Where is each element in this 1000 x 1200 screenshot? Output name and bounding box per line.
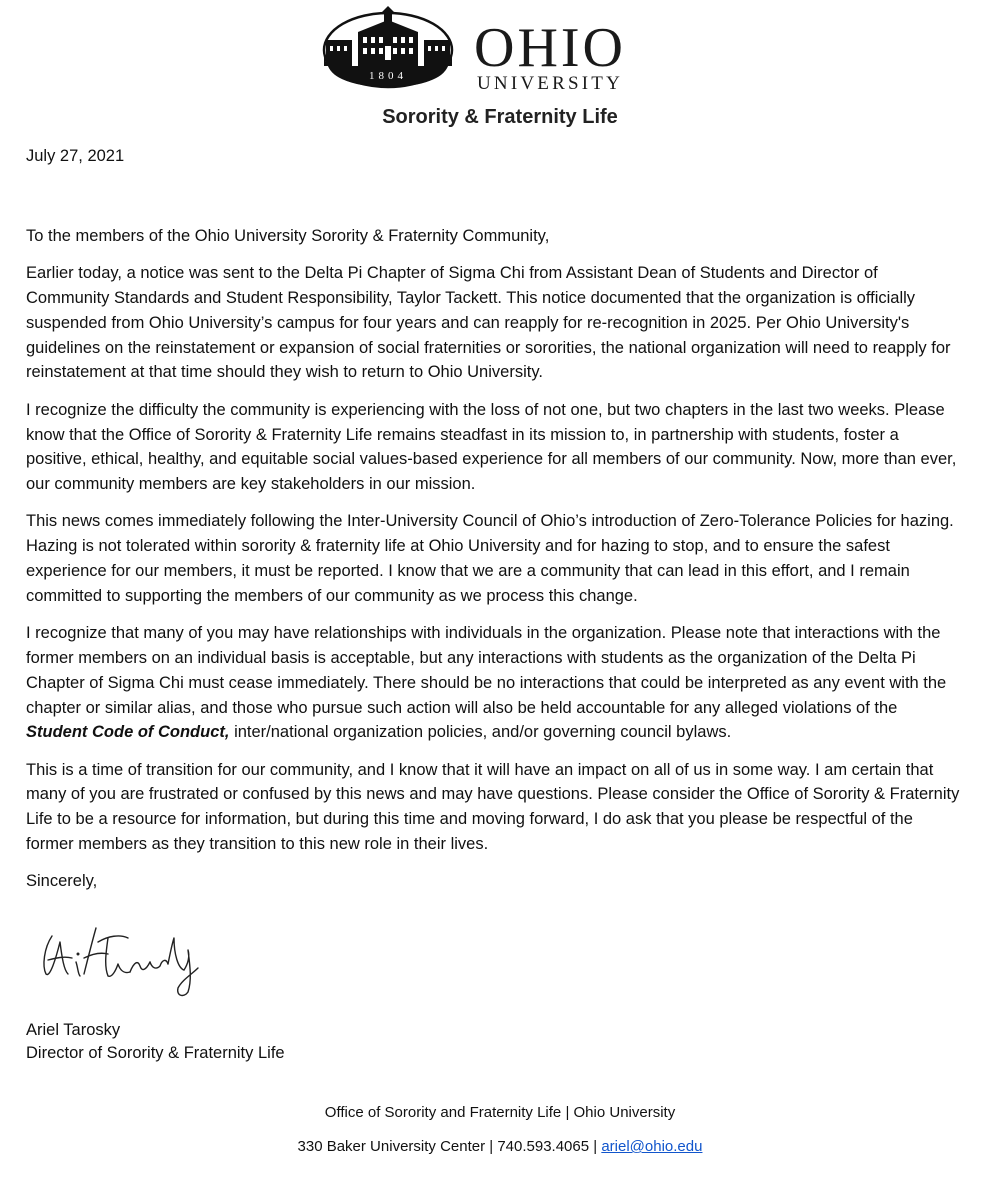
- signature-icon: [38, 918, 208, 1000]
- paragraph-3: This news comes immediately following the Inter-University Council of Ohio’s introduction of Zero-Tolerance Policies for hazing. Hazing is not tolerated within sorority & fraternity life at Ohio University and for hazing to stop, and to ensure the safest experience for our members, it must be reported. I know that we are a community that can lead in this effort, and I remain committed to supporting the members of our community as we process this change.: [26, 512, 954, 605]
- department-title: Sorority & Fraternity Life: [382, 106, 618, 128]
- paragraph-4-text-end: inter/national organization policies, and/or governing council bylaws.: [229, 723, 732, 742]
- footer-address-phone: 330 Baker University Center | 740.593.4065 |: [297, 1138, 602, 1155]
- seal-year: 1804: [369, 70, 407, 82]
- paragraph-4-text: I recognize that many of you may have relationships with individuals in the organization. Please note that interactions with the former members on an individual basis is acceptable, but any interactions with students as the organization of the Delta Pi Chapter of Sigma Chi must cease immediately. There should be no interactions that could be interpreted as any event with the chapter or similar alias, and those who pursue such action will also be held accountable for any alleged violations of the: [26, 624, 947, 717]
- footer-office: Office of Sorority and Fraternity Life | Ohio University: [324, 1104, 676, 1121]
- signer-block: [26, 1019, 285, 1064]
- paragraph-1: Earlier today, a notice was sent to the Delta Pi Chapter of Sigma Chi from Assistant Dean of Students and Director of Community Standards and Student Responsibility, Taylor Tackett. This notice documented that the organization is officially suspended from Ohio University’s campus for four years and can reapply for re-recognition in 2025. Per Ohio University's guidelines on the reinstatement or expansion of social fraternities or sororities, the national organization will need to reapply for reinstatement at that time should they wish to return to Ohio University.: [26, 264, 951, 382]
- email-link[interactable]: ariel@ohio.edu: [601, 1138, 703, 1155]
- signer-title: Director of Sorority & Fraternity Life: [26, 1043, 285, 1062]
- signer-name: Ariel Tarosky: [26, 1021, 121, 1039]
- letter-body: [26, 224, 961, 907]
- salutation: To the members of the Ohio University Sorority & Fraternity Community,: [26, 227, 550, 245]
- wordmark-university: UNIVERSITY: [477, 73, 623, 94]
- paragraph-5: This is a time of transition for our community, and I know that it will have an impact on all of us in some way. I am certain that many of you are frustrated or confused by this news and may have questions. Please consider the Office of Sorority & Fraternity Life to be a resource for information, but during this time and moving forward, I do ask that you please be respectful of the former members as they transition to this new role in their lives.: [26, 760, 960, 854]
- paragraph-4: [26, 621, 961, 745]
- student-code-of-conduct: Student Code of Conduct,: [26, 723, 230, 742]
- footer-contact: [0, 1138, 1000, 1155]
- letter-date: July 27, 2021: [26, 147, 125, 165]
- university-seal-icon: [322, 6, 462, 92]
- paragraph-2: I recognize the difficulty the community is experiencing with the loss of not one, but two chapters in the last two weeks. Please know that the Office of Sorority & Fraternity Life remains steadfast in its mission to, in partnership with students, foster a positive, ethical, healthy, and equitable social values-based experience for all members of our community. Now, more than ever, our community members are key stakeholders in our mission.: [26, 400, 957, 494]
- closing: Sincerely,: [26, 872, 98, 891]
- wordmark-ohio: OHIO: [474, 17, 626, 79]
- ohio-university-logo: [322, 6, 662, 96]
